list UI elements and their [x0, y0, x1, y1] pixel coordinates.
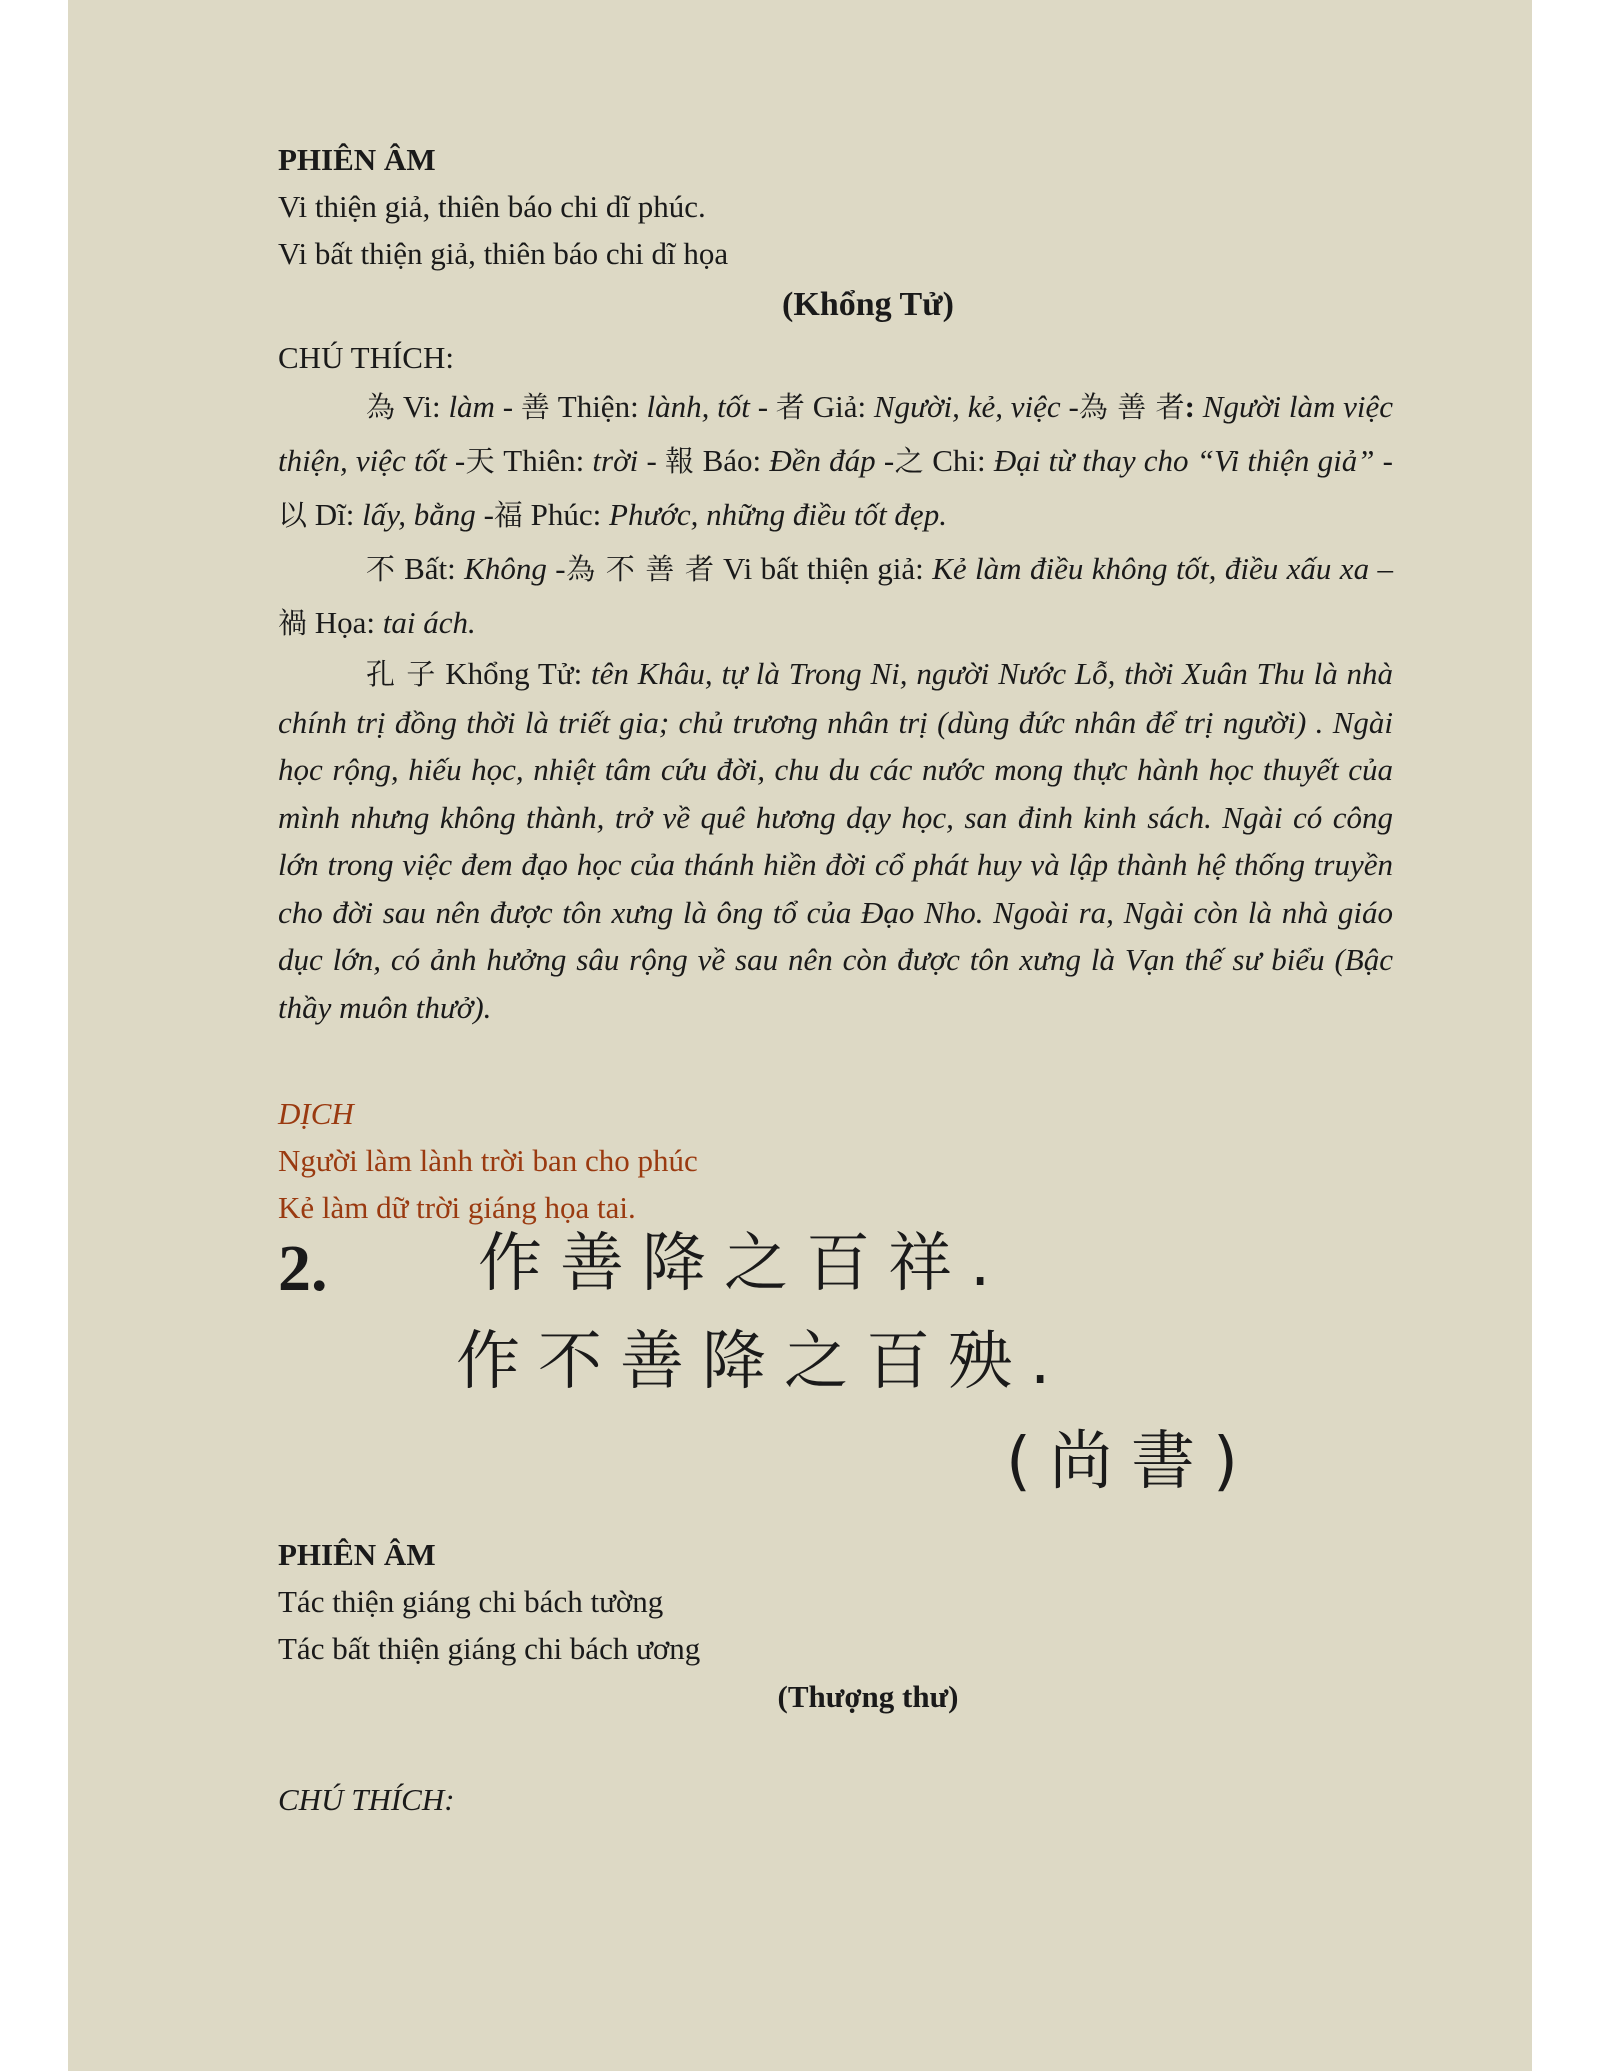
hanzi-term: 禍 — [278, 606, 308, 640]
note-text: Phúc: — [522, 497, 610, 532]
attribution: (Thượng thư) — [777, 1679, 959, 1714]
note-text: Vi: — [395, 389, 449, 424]
note-text: Báo: — [694, 443, 770, 478]
italic-gloss: lành, tốt — [646, 389, 750, 424]
hanzi-term: 以 — [278, 498, 308, 532]
note-text: - — [749, 389, 776, 424]
italic-gloss: làm — [448, 389, 495, 424]
note-text: - — [638, 443, 665, 478]
note-text: - — [475, 497, 494, 532]
hanzi-term: 為 — [366, 390, 396, 424]
note-text: Bất: — [395, 551, 465, 586]
dich-line: Kẻ làm dữ trời giáng họa tai. — [278, 1190, 636, 1225]
note-text: : — [1184, 389, 1203, 424]
italic-gloss: Không — [464, 551, 547, 586]
note-text: - — [446, 443, 466, 478]
phien-am-line: Vi thiện giả, thiên báo chi dĩ phúc. — [278, 189, 706, 224]
cjk-line: 作善降之百祥. — [478, 1227, 1009, 1301]
dich-line: Người làm lành trời ban cho phúc — [278, 1143, 698, 1178]
hanzi-term: 不 — [366, 552, 396, 586]
phien-am-heading: PHIÊN ÂM — [278, 142, 436, 177]
note-text: Dĩ: — [307, 497, 363, 532]
note-text: Thiên: — [495, 443, 593, 478]
note-text: Khổng Tử: — [436, 656, 592, 691]
hanzi-term: 為 不 善 者 — [565, 552, 715, 586]
note-paragraph-3 — [278, 650, 1393, 1031]
note-text: - — [875, 443, 895, 478]
note-text: - — [494, 389, 521, 424]
phien-am-line: Tác bất thiện giáng chi bách ương — [278, 1631, 701, 1666]
note-paragraph-1 — [278, 380, 1393, 542]
italic-gloss: Đại từ thay cho “Vi thiện giả” — [993, 443, 1375, 478]
note-text: Vi bất thiện giả: — [714, 551, 933, 586]
phien-am-line: Tác thiện giáng chi bách tường — [278, 1584, 664, 1619]
hanzi-term: 之 — [894, 444, 925, 478]
italic-gloss: tai ách. — [382, 605, 476, 640]
italic-gloss: lấy, bằng — [362, 497, 476, 532]
dich-heading: DỊCH — [278, 1096, 354, 1131]
italic-gloss: Kẻ làm điều không tốt, điều xấu xa — [932, 551, 1370, 586]
italic-gloss: tên Khâu, tự là Trong Ni, người Nước Lỗ, thời Xuân Thu là nhà chính trị đồng thời là triết gia; chủ trương nhân trị (dùng đức nhân để trị người) . Ngài học rộng, hiếu học, nhiệt tâm cứu đời, chu du các nước mong thực hành học thuyết của mình nhưng không thành, trở về quê hương dạy học, san đinh kinh sách. Ngài có công lớn trong việc đem đạo học của thánh hiền đời cổ phát huy và lập thành hệ thống truyền cho đời sau nên được tôn xưng là ông tổ của Đạo Nho. Ngoài ra, Ngài còn là nhà giáo dục lớn, có ảnh hưởng sâu rộng về sau nên còn được tôn xưng là Vạn thế sư biểu (Bậc thầy muôn thưở). — [278, 656, 1394, 1025]
italic-gloss: trời — [592, 443, 639, 478]
chu-thich-heading: CHÚ THÍCH: — [278, 1782, 455, 1817]
italic-gloss: Đền đáp — [769, 443, 876, 478]
hanzi-term: 孔 子 — [366, 657, 437, 691]
note-text: Giả: — [804, 389, 874, 424]
attribution: (Khổng Tử) — [782, 286, 954, 323]
hanzi-term: 為 善 者 — [1078, 390, 1185, 424]
document-page — [68, 0, 1532, 2071]
italic-gloss: Phước, những điều tốt đẹp. — [609, 497, 947, 532]
hanzi-term: 福 — [493, 498, 523, 532]
phien-am-heading: PHIÊN ÂM — [278, 1537, 436, 1572]
note-paragraph-2 — [278, 542, 1393, 650]
note-text: - — [1374, 443, 1393, 478]
note-text: Họa: — [307, 605, 383, 640]
italic-gloss: Người làm việc thiện, việc tốt — [278, 389, 1394, 478]
chu-thich-heading: CHÚ THÍCH: — [278, 340, 454, 375]
cjk-source: (尚書) — [1006, 1425, 1256, 1499]
hanzi-term: 天 — [465, 444, 496, 478]
note-text: - — [1060, 389, 1079, 424]
hanzi-term: 報 — [664, 444, 695, 478]
hanzi-term: 者 — [775, 390, 805, 424]
note-text: Chi: — [924, 443, 994, 478]
hanzi-term: 善 — [520, 390, 550, 424]
note-text: Thiện: — [549, 389, 647, 424]
italic-gloss: Người, kẻ, việc — [873, 389, 1061, 424]
cjk-line: 作不善降之百殃. — [456, 1325, 1069, 1399]
note-text: - — [546, 551, 566, 586]
note-text: – — [1369, 551, 1393, 586]
phien-am-line: Vi bất thiện giả, thiên báo chi dĩ họa — [278, 236, 729, 271]
section-number: 2. — [278, 1232, 328, 1305]
